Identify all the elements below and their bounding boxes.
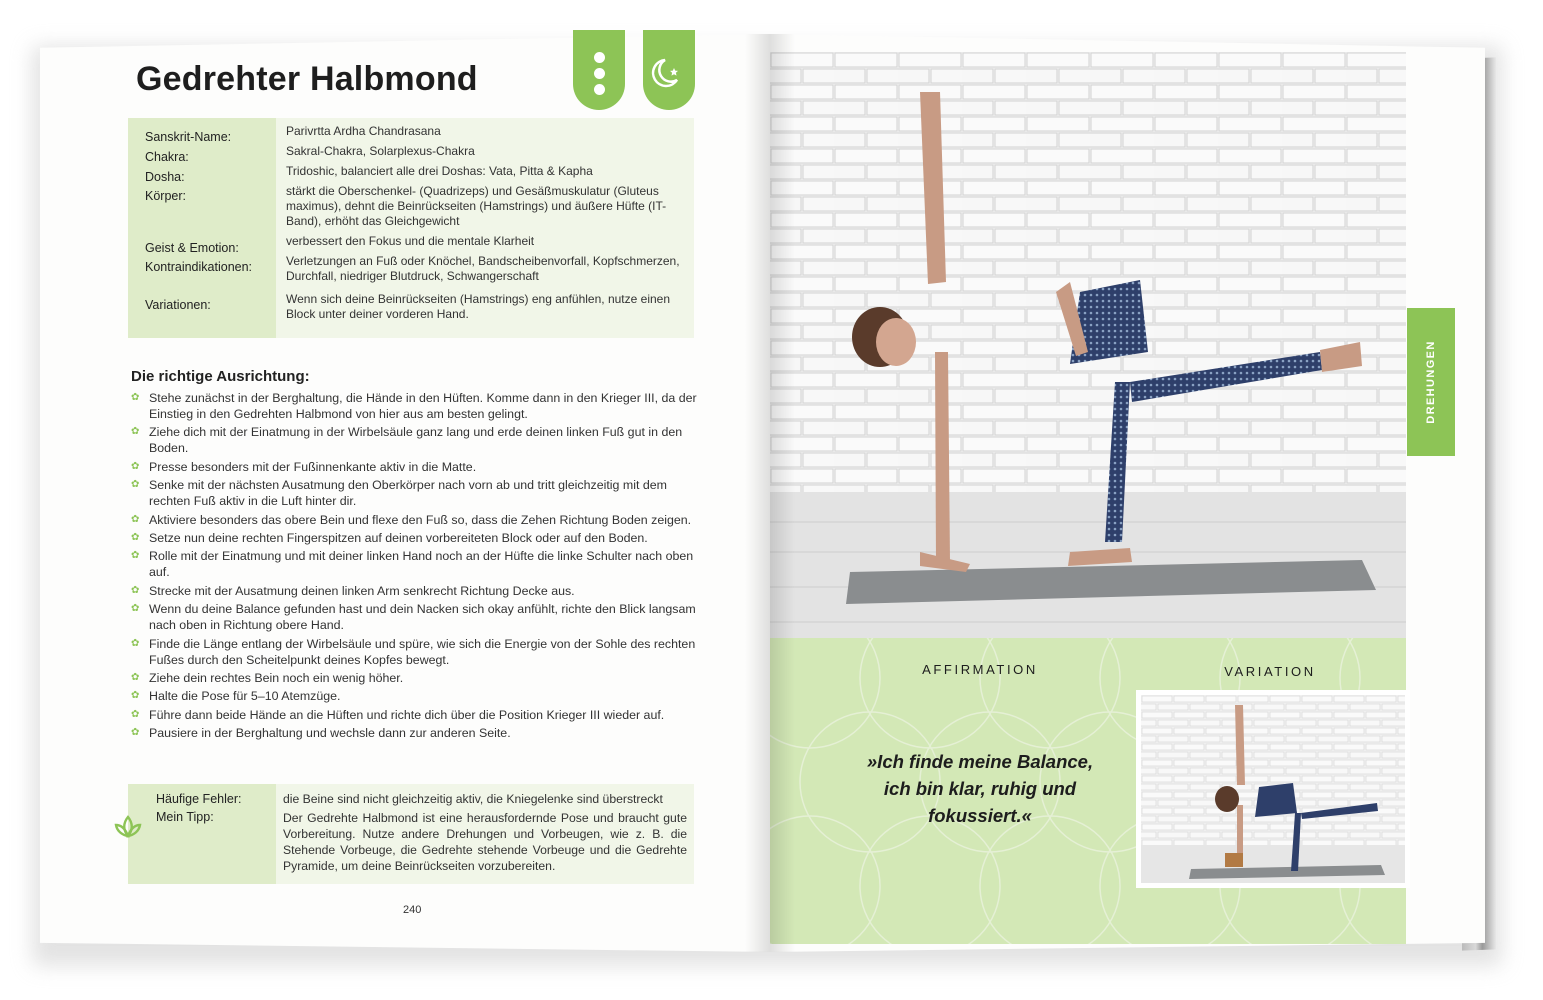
affirmation-heading: AFFIRMATION bbox=[922, 662, 1038, 677]
pose-photo-illustration bbox=[770, 52, 1406, 638]
lotus-bullet-icon: ✿ bbox=[131, 708, 140, 720]
alignment-steps-list bbox=[131, 390, 697, 743]
affirmation-quote: »Ich finde meine Balance, ich bin klar, ruhig und fokussiert.« bbox=[866, 751, 1094, 826]
moon-star-icon bbox=[643, 30, 695, 110]
info-label-geist: Geist & Emotion: bbox=[145, 241, 239, 255]
list-item: ✿ Ziehe dein rechtes Bein noch ein wenig höher. bbox=[131, 670, 404, 685]
lotus-bullet-icon: ✿ bbox=[131, 531, 140, 543]
lotus-bullet-icon: ✿ bbox=[131, 426, 140, 438]
lotus-bullet-icon: ✿ bbox=[131, 479, 140, 491]
tip-label-tipp: Mein Tipp: bbox=[156, 810, 214, 824]
info-value-variationen: Wenn sich deine Beinrückseiten (Hamstrings) eng anfühlen, nutze einen Block unter deiner vorderen Hand. bbox=[286, 292, 670, 321]
list-item: ✿ Wenn du deine Balance gefunden hast und dein Nacken sich okay anfühlt, richte den Blick langsam nach oben in Richtung obere Hand. bbox=[131, 602, 696, 633]
list-item: ✿ Finde die Länge entlang der Wirbelsäule und spüre, wie sich die Energie von der Sohle des rechten Fußes durch den Scheitelpunkt deines Kopfes bewegt. bbox=[131, 636, 696, 667]
pose-photo bbox=[770, 52, 1406, 638]
info-label-kontra: Kontraindikationen: bbox=[145, 260, 253, 274]
lotus-bullet-icon: ✿ bbox=[131, 513, 140, 525]
info-value-koerper: stärkt die Oberschenkel- (Quadrizeps) und Gesäßmuskulatur (Gluteus maximus), dehnt die Beinrückseiten (Hamstrings) und äußere Hüfte (IT-Band), erhöht das Gleichgewicht bbox=[286, 184, 667, 228]
lotus-bullet-icon: ✿ bbox=[131, 392, 140, 403]
tip-value-tipp: Der Gedrehte Halbmond ist eine herausfordernde Pose und braucht gute Vorbereitung. Nutze andere Drehungen und Vorbeugen, wie z. B. die Stehende Vorbeuge, die Gedrehte stehende Vorbeuge und die Gedrehte Pyramide, um deine Beinrückseiten vorzubereiten. bbox=[283, 811, 687, 873]
info-value-kontra: Verletzungen an Fuß oder Knöchel, Bandscheibenvorfall, Kopfschmerzen, Durchfall, niedriger Blutdruck, Schwangerschaft bbox=[286, 254, 680, 283]
info-label-chakra: Chakra: bbox=[145, 150, 189, 164]
lotus-bullet-icon: ✿ bbox=[131, 727, 140, 739]
lotus-bullet-icon: ✿ bbox=[131, 460, 140, 472]
lotus-bullet-icon: ✿ bbox=[131, 603, 140, 615]
list-item: ✿ Presse besonders mit der Fußinnenkante aktiv in die Matte. bbox=[131, 459, 477, 474]
page-title: Gedrehter Halbmond bbox=[136, 60, 478, 98]
page-number: 240 bbox=[403, 904, 422, 916]
section-tab bbox=[1407, 308, 1455, 456]
moon-tab bbox=[643, 30, 695, 110]
lotus-bullet-icon: ✿ bbox=[131, 690, 140, 702]
lotus-bullet-icon: ✿ bbox=[131, 671, 140, 683]
list-item: ✿ Senke mit der nächsten Ausatmung den Oberkörper nach vorn ab und tritt gleichzeitig mit dem rechten Fuß aktiv in die Luft hinter dir. bbox=[131, 478, 667, 509]
variation-heading: VARIATION bbox=[1224, 664, 1316, 679]
info-label-sanskrit: Sanskrit-Name: bbox=[145, 130, 232, 144]
list-item: ✿ Ziehe dich mit der Einatmung in der Wirbelsäule ganz lang und erde deinen linken Fuß gut in den Boden. bbox=[131, 425, 683, 456]
lotus-icon bbox=[112, 814, 144, 842]
list-item: ✿ Führe dann beide Hände an die Hüften und richte dich über die Position Krieger III wieder auf. bbox=[131, 707, 665, 722]
info-value-chakra: Sakral-Chakra, Solarplexus-Chakra bbox=[286, 144, 475, 158]
info-value-dosha: Tridoshic, balanciert alle drei Doshas: Vata, Pitta & Kapha bbox=[286, 164, 593, 178]
info-value-geist: verbessert den Fokus und die mentale Klarheit bbox=[286, 234, 535, 248]
list-item: ✿ Halte die Pose für 5–10 Atemzüge. bbox=[131, 689, 341, 704]
list-item: ✿ Setze nun deine rechten Fingerspitzen auf deinen vorbereiteten Block oder auf den Boden. bbox=[131, 530, 648, 545]
info-label-dosha: Dosha: bbox=[145, 170, 185, 184]
lotus-bullet-icon: ✿ bbox=[131, 550, 140, 562]
list-item: ✿ Pausiere in der Berghaltung und wechsle dann zur anderen Seite. bbox=[131, 726, 511, 741]
info-label-variationen: Variationen: bbox=[145, 298, 211, 312]
tips-box bbox=[128, 784, 694, 884]
tip-value-fehler: die Beine sind nicht gleichzeitig aktiv, die Kniegelenke sind überstreckt bbox=[283, 792, 663, 806]
section-tab-label: DREHUNGEN bbox=[1425, 340, 1437, 424]
lotus-bullet-icon: ✿ bbox=[131, 637, 140, 649]
list-item: ✿ Rolle mit der Einatmung und mit deiner linken Hand noch an der Hüfte die linke Schulter nach oben auf. bbox=[131, 549, 694, 580]
book-gutter bbox=[745, 34, 795, 952]
alignment-heading: Die richtige Ausrichtung: bbox=[131, 368, 310, 385]
variation-photo-illustration bbox=[1141, 695, 1405, 883]
list-item: ✿ Aktiviere besonders das obere Bein und flexe den Fuß so, dass die Zehen Richtung Boden zeigen. bbox=[131, 512, 692, 527]
info-box bbox=[128, 118, 694, 338]
variation-photo bbox=[1136, 690, 1410, 888]
list-item: ✿ Strecke mit der Ausatmung deinen linken Arm senkrecht Richtung Decke aus. bbox=[131, 583, 575, 598]
tip-label-fehler: Häufige Fehler: bbox=[156, 792, 242, 806]
dots-tab bbox=[573, 30, 625, 110]
list-item: ✿ Stehe zunächst in der Berghaltung, die Hände in den Hüften. Komme dann in den Krieger III, da der Einstieg in den Gedrehten Halbmond von hier aus am besten gelingt. bbox=[131, 391, 697, 421]
info-label-koerper: Körper: bbox=[145, 189, 186, 203]
lotus-bullet-icon: ✿ bbox=[131, 584, 140, 596]
info-value-sanskrit: Parivrtta Ardha Chandrasana bbox=[286, 124, 441, 138]
